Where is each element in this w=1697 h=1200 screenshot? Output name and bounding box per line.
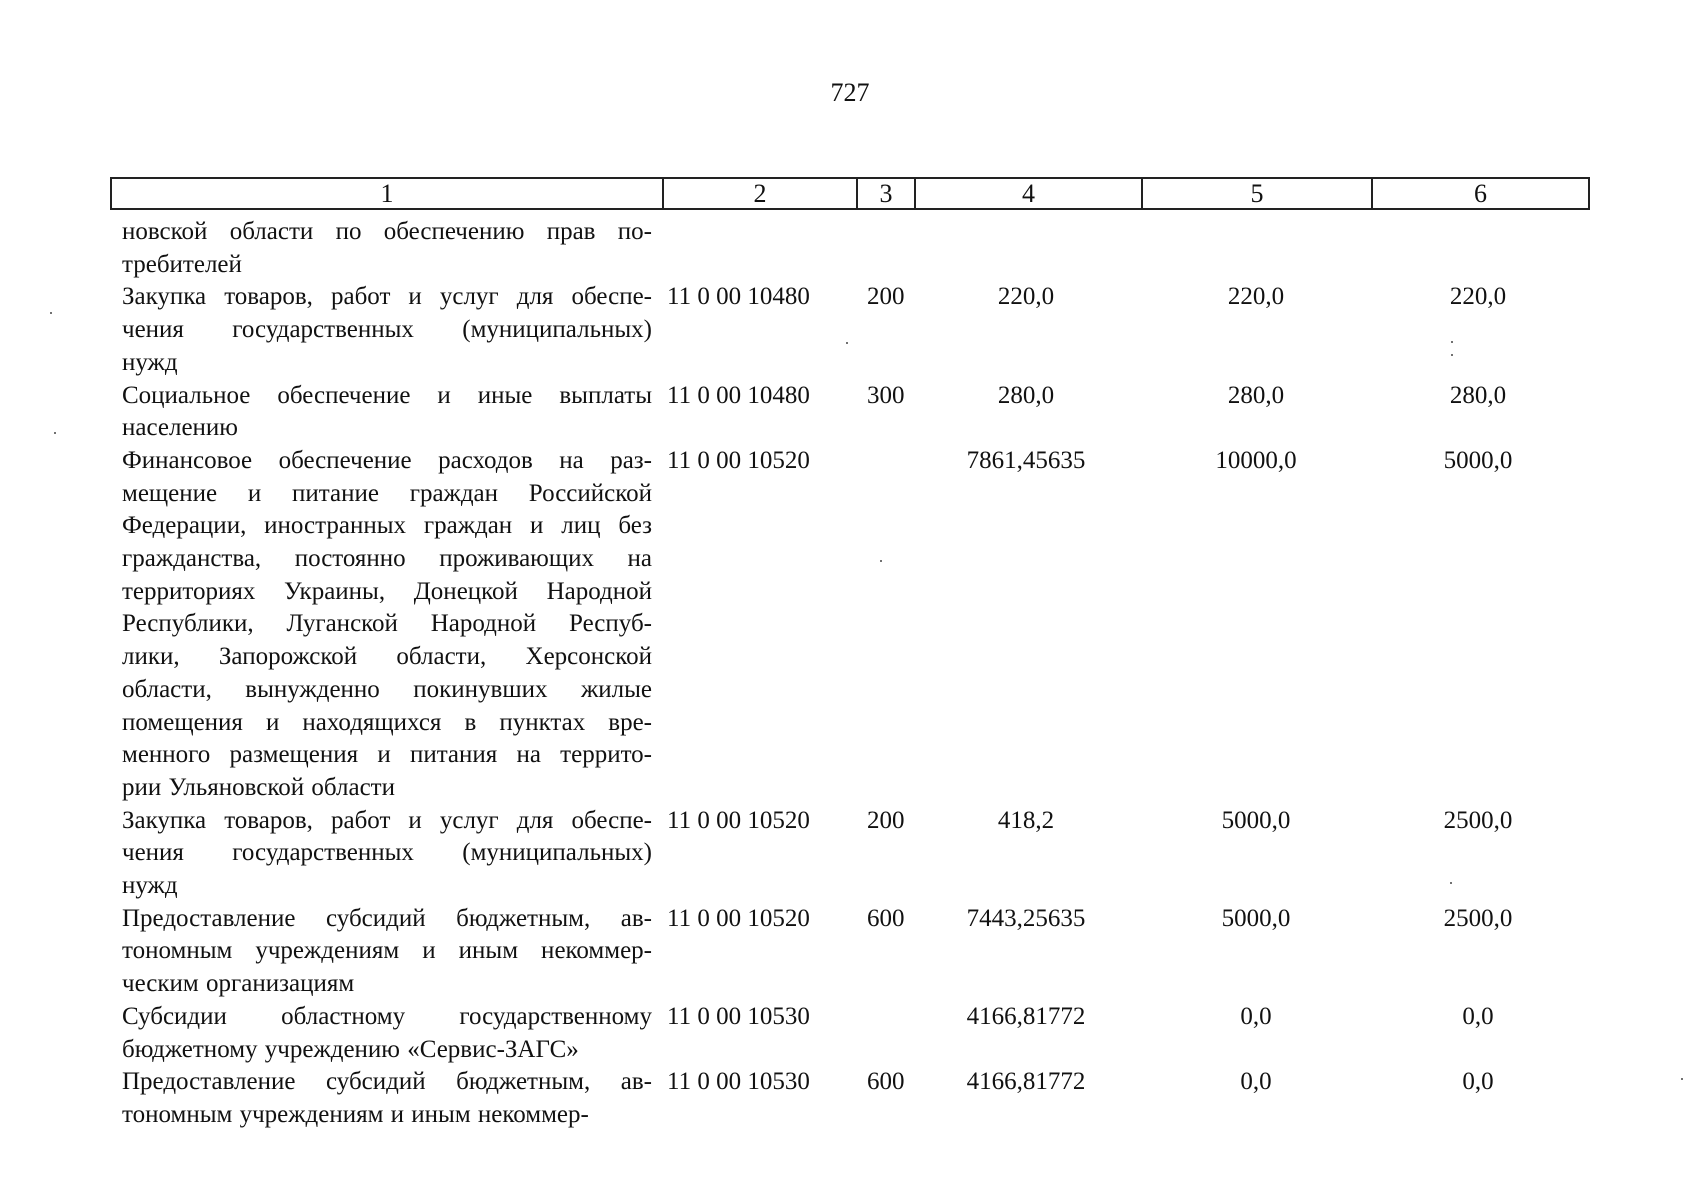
row-expense-type: 200 — [867, 806, 905, 834]
header-col-4: 4 — [916, 179, 1143, 208]
row-description: Социальное обеспечение и иные выплаты населению — [122, 381, 652, 442]
row-description: Финансовое обеспечение расходов на раз- мещение и питание граждан Российской Федерации, иностранных граждан и лиц без гражданства, постоянно проживающих на территориях Украины, Донецкой Народной Республики, Луганской Народной Респуб- лики, Запорожской области, Херсонской области, вынужденно покинувших жилые помещения и находящихся в пунктах вре- менного размещения и питания на террито- рии Ульяновской области — [122, 446, 652, 801]
table-row — [122, 380, 1602, 445]
row-value-col5: 5000,0 — [1221, 904, 1291, 932]
table-row — [122, 1001, 1602, 1066]
row-value-col5: 280,0 — [1227, 381, 1285, 409]
row-value-col4 — [912, 216, 1140, 249]
row-value-col6: 5000,0 — [1443, 446, 1513, 474]
scan-speck — [50, 312, 52, 314]
header-col-3: 3 — [858, 179, 916, 208]
table-row — [122, 903, 1602, 1001]
row-description: Предоставление субсидий бюджетным, ав- тономным учреждениям и иным некоммер- — [122, 1068, 652, 1128]
scan-speck — [1451, 354, 1453, 356]
row-value-col6 — [1372, 216, 1584, 249]
row-expense-type: 600 — [867, 1068, 905, 1096]
row-value-col4: 280,0 — [997, 381, 1055, 409]
row-target-code: 11 0 00 10480 — [667, 381, 810, 409]
row-value-col4: 4166,81772 — [966, 1002, 1086, 1030]
row-value-col4: 220,0 — [997, 283, 1055, 311]
header-col-6: 6 — [1474, 179, 1487, 208]
row-target-code — [667, 216, 859, 249]
row-expense-type — [867, 445, 917, 478]
scan-speck — [846, 342, 848, 344]
table-row — [122, 281, 1602, 379]
row-target-code: 11 0 00 10520 — [667, 904, 810, 932]
row-value-col6: 0,0 — [1462, 1068, 1494, 1096]
table-row — [122, 1066, 1602, 1131]
row-value-col6: 0,0 — [1462, 1002, 1494, 1030]
row-value-col4: 7861,45635 — [966, 446, 1086, 474]
row-target-code: 11 0 00 10530 — [667, 1002, 810, 1030]
row-description: Закупка товаров, работ и услуг для обеспе- чения государственных (муниципальных) нужд — [122, 283, 652, 376]
row-value-col5: 5000,0 — [1221, 806, 1291, 834]
row-expense-type: 300 — [867, 381, 905, 409]
row-description: Закупка товаров, работ и услуг для обеспе- чения государственных (муниципальных) нужд — [122, 806, 652, 900]
row-target-code: 11 0 00 10480 — [667, 283, 810, 311]
row-value-col6: 2500,0 — [1443, 904, 1513, 932]
row-value-col6: 280,0 — [1449, 381, 1507, 409]
scan-speck — [1450, 882, 1452, 884]
row-expense-type — [867, 1001, 917, 1034]
scan-speck — [1681, 1078, 1683, 1080]
row-value-col5: 0,0 — [1240, 1002, 1272, 1030]
row-target-code: 11 0 00 10530 — [667, 1068, 810, 1096]
row-value-col5: 220,0 — [1227, 283, 1285, 311]
table-row — [122, 216, 1602, 281]
row-target-code: 11 0 00 10520 — [667, 446, 810, 474]
scan-speck — [1451, 341, 1453, 343]
row-description: Предоставление субсидий бюджетным, ав- тономным учреждениям и иным некоммер- ческим организациям — [122, 904, 652, 998]
row-value-col6: 220,0 — [1449, 283, 1507, 311]
row-description: новской области по обеспечению прав по- требителей — [122, 218, 652, 278]
row-expense-type — [867, 216, 917, 249]
header-col-2: 2 — [664, 179, 858, 208]
row-description: Субсидии областному государственному бюджетному учреждению «Сервис-ЗАГС» — [122, 1002, 652, 1063]
row-value-col4: 418,2 — [997, 806, 1055, 834]
row-value-col5: 0,0 — [1240, 1068, 1272, 1096]
table-header-row — [110, 177, 1590, 210]
row-value-col5 — [1140, 216, 1372, 249]
table-row — [122, 445, 1602, 805]
row-value-col4: 4166,81772 — [966, 1068, 1086, 1096]
row-target-code: 11 0 00 10520 — [667, 806, 810, 834]
scan-speck — [54, 432, 56, 434]
header-col-1: 1 — [112, 179, 664, 208]
table-body — [122, 216, 1602, 1132]
header-col-5: 5 — [1143, 179, 1373, 208]
table-row — [122, 805, 1602, 903]
row-value-col5: 10000,0 — [1215, 446, 1297, 474]
row-value-col6: 2500,0 — [1443, 806, 1513, 834]
page-number: 727 — [830, 78, 870, 107]
row-expense-type: 600 — [867, 904, 905, 932]
scan-speck — [880, 560, 882, 562]
row-value-col4: 7443,25635 — [966, 904, 1086, 932]
row-expense-type: 200 — [867, 283, 905, 311]
